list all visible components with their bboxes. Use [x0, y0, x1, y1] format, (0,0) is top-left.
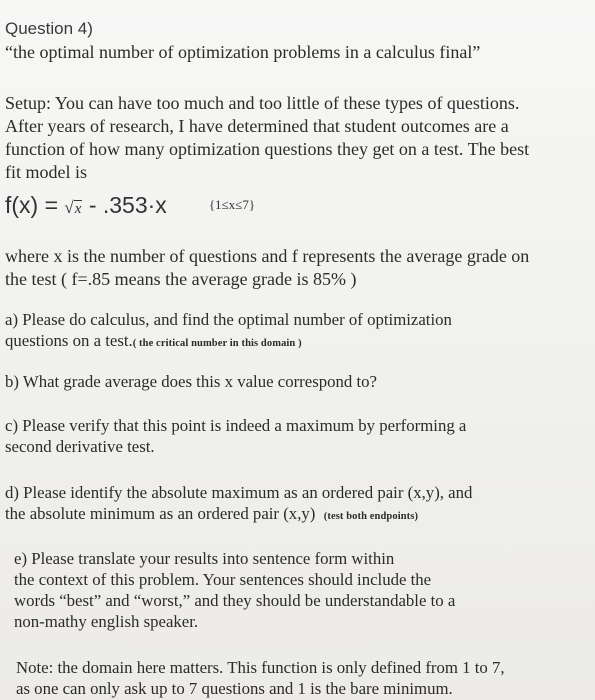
part-a-line — [5, 330, 589, 354]
note-line: as one can only ask up to 7 questions and 1 is the bare minimum. — [16, 679, 453, 698]
setup-line: fit model is — [5, 162, 87, 182]
part-c-line: c) Please verify that this point is indeed a maximum by performing a — [5, 416, 467, 435]
where-line: the test ( f=.85 means the average grade is 85% ) — [5, 269, 357, 289]
part-a-line: a) Please do calculus, and find the optimal number of optimization — [5, 310, 452, 329]
setup-line: Setup: You can have too much and too little of these types of questions. — [5, 93, 520, 113]
part-c-line: second derivative test. — [5, 437, 155, 456]
where-line: where x is the number of questions and f represents the average grade on — [5, 246, 530, 266]
question-subtitle: “the optimal number of optimization problems in a calculus final” — [5, 42, 481, 62]
part-b: b) What grade average does this x value correspond to? — [5, 372, 377, 391]
part-e-line: non-mathy english speaker. — [14, 612, 199, 631]
square-root: √x — [64, 198, 82, 217]
formula-rest: - .353·x — [82, 192, 167, 218]
part-d-line — [5, 503, 589, 527]
part-a-note: ( the critical number in this domain ) — [132, 338, 302, 349]
setup-line: function of how many optimization questions they get on a test. The best — [5, 139, 530, 159]
part-e-line: words “best” and “worst,” and they should be understandable to a — [14, 591, 456, 610]
formula-domain: {1≤x≤7} — [208, 197, 256, 212]
part-d-line: d) Please identify the absolute maximum as an ordered pair (x,y), and — [5, 483, 473, 502]
part-e-line: the context of this problem. Your sentences should include the — [14, 570, 432, 589]
note-line: Note: the domain here matters. This function is only defined from 1 to 7, — [16, 658, 505, 677]
part-a-text: questions on a test. — [5, 331, 133, 350]
question-title: Question 4) — [5, 19, 93, 38]
part-d-text: the absolute minimum as an ordered pair (x,y) — [5, 504, 316, 523]
formula-lhs: f(x) = — [5, 192, 65, 218]
part-d-note: (test both endpoints) — [323, 511, 419, 522]
part-e-line: e) Please translate your results into sentence form within — [14, 549, 395, 568]
model-formula — [5, 192, 589, 219]
setup-line: After years of research, I have determined that student outcomes are a — [5, 116, 509, 136]
formula-radicand: x — [74, 201, 82, 217]
